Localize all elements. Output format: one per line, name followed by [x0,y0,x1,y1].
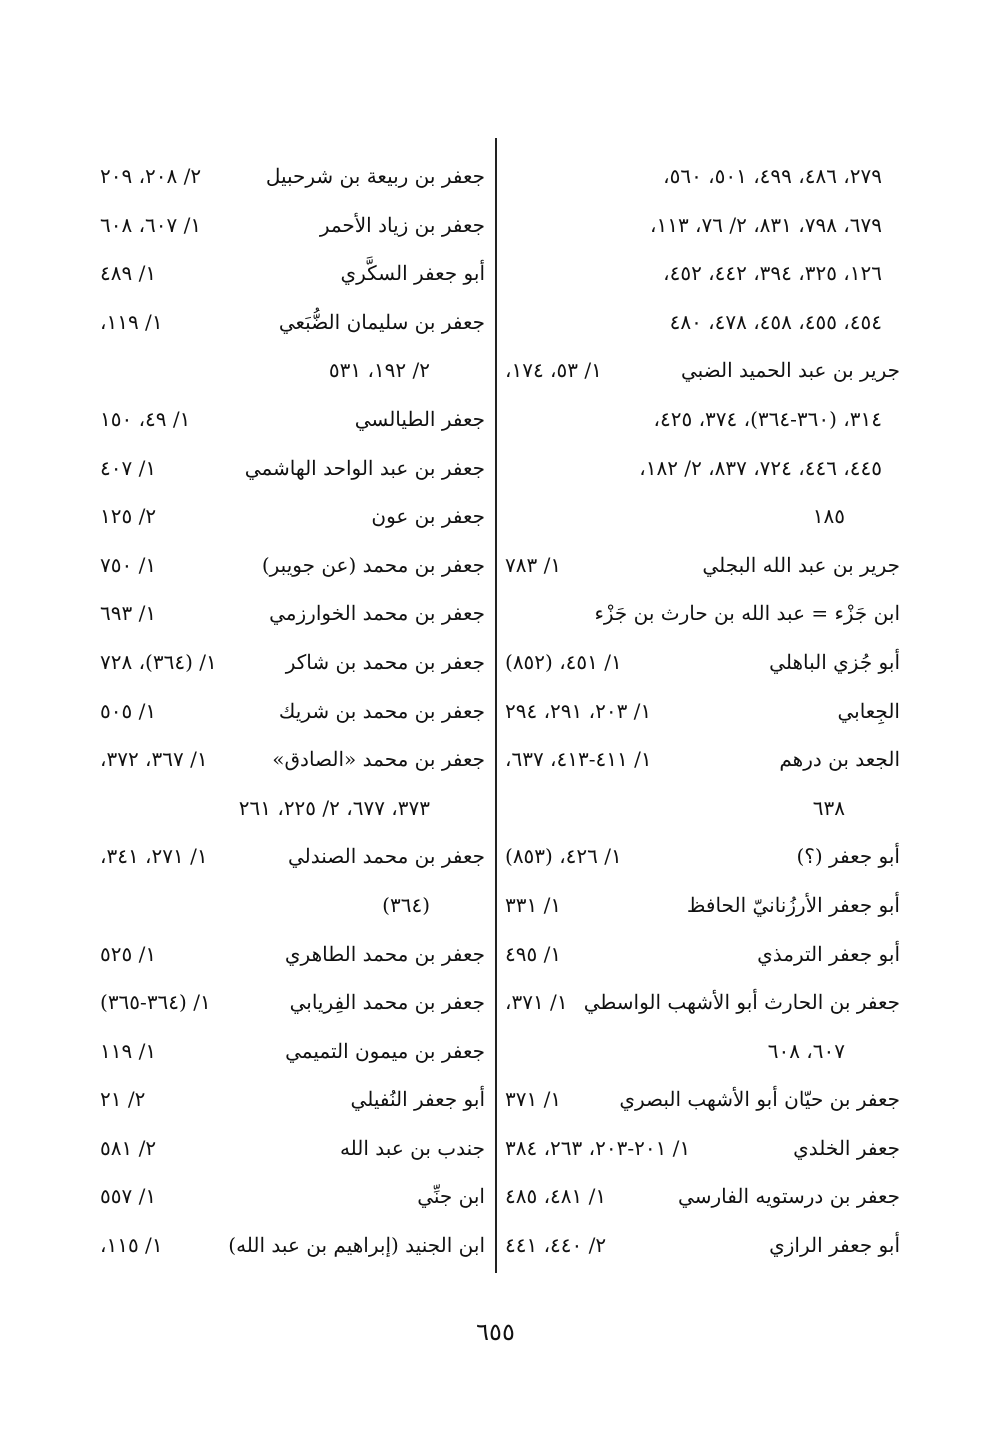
entry-reference: ١/ ٧٥٠ [100,552,157,577]
index-entry [100,249,485,298]
column-divider [495,138,497,1273]
entry-name: جعفر بن محمد بن شريك [278,698,485,723]
entry-reference: ١٢٦، ٣٢٥، ٣٩٤، ٤٤٢، ٤٥٢، [663,261,882,286]
entry-name: أبو جعفر الأرزُنانيّ الحافظ [686,892,900,917]
index-entry [505,930,900,979]
entry-name: جعفر بن محمد الخوارزمي [269,601,485,626]
index-entry [100,784,485,833]
entry-name: ابن الجنيد (إبراهيم بن عبد الله) [228,1233,485,1258]
index-entry [505,638,900,687]
index-entry [505,444,900,493]
index-entry [505,298,900,347]
entry-reference: ١/ ٥٢٥ [100,941,157,966]
index-entry [505,346,900,395]
entry-reference: (٣٦٤) [382,892,430,917]
index-entry [505,784,900,833]
entry-name: أبو جعفر الترمذي [757,941,900,966]
entry-name: جرير بن عبد الله البجلي [702,552,900,577]
index-entry [505,832,900,881]
index-entry [505,152,900,201]
entry-reference: ١/ ٥٠٥ [100,698,157,723]
entry-name: جعفر بن محمد الطاهري [284,941,485,966]
entry-name: الجعد بن درهم [779,747,900,772]
index-entry [100,881,485,930]
entry-reference: ١/ ٤٥١، (٨٥٢) [505,649,622,674]
index-entry [505,492,900,541]
index-entry [100,444,485,493]
entry-name: جعفر بن زياد الأحمر [319,212,485,237]
entry-reference: ١/ ٤٩٥ [505,941,562,966]
index-column-left [100,152,485,1270]
entry-name: جعفر بن عبد الواحد الهاشمي [244,455,485,480]
entry-name: أبو جعفر السكَّري [340,261,485,286]
entry-name: جعفر بن محمد «الصادق» [272,747,485,772]
entry-reference: ١/ (٣٦٤-٣٦٥) [100,990,211,1015]
entry-reference: ١٨٥ [812,504,845,529]
index-entry [505,1172,900,1221]
index-entry [505,687,900,736]
entry-reference: ٢/ ٤٤٠، ٤٤١ [505,1233,607,1258]
entry-name: الجِعابي [837,698,900,723]
entry-reference: ١/ ٢٧١، ٣٤١، [100,844,208,869]
entry-reference: ١/ ٧٨٣ [505,552,562,577]
entry-reference: ٢٧٩، ٤٨٦، ٤٩٩، ٥٠١، ٥٦٠، [663,164,882,188]
index-entry [505,249,900,298]
index-entry [100,638,485,687]
entry-reference: ١/ ١١٩، [100,309,163,334]
entry-reference: ٦٧٩، ٧٩٨، ٨٣١، ٢/ ٧٦، ١١٣، [650,212,882,237]
entry-reference: ١/ ١١٩ [100,1038,157,1063]
entry-reference: ١/ ١١٥، [100,1233,163,1258]
index-entry [505,1124,900,1173]
index-entry [100,201,485,250]
entry-reference: ١/ (٣٦٤)، ٧٢٨ [100,649,217,674]
entry-reference: ٢/ ٢١ [100,1087,146,1112]
entry-name: ابن جنِّي [417,1184,485,1209]
entry-reference: ١/ ٤٢٦، (٨٥٣) [505,844,622,869]
entry-reference: ٦٣٨ [812,795,845,820]
index-entry [100,346,485,395]
index-entry [505,1075,900,1124]
entry-name: جعفر بن عون [371,504,485,529]
index-entry [100,1027,485,1076]
entry-name: جعفر بن سليمان الضُّبَعي [278,309,485,334]
index-entry [100,298,485,347]
index-entry [505,589,900,638]
index-entry [100,1075,485,1124]
entry-reference: ٢/ ٥٨١ [100,1135,157,1160]
index-entry [100,1124,485,1173]
index-entry [100,492,485,541]
index-entry [100,152,485,201]
entry-reference: ٢/ ١٩٢، ٥٣١ [328,358,430,383]
entry-reference: ١/ ٦٠٧، ٦٠٨ [100,212,202,237]
index-entry [505,978,900,1027]
entry-name: جعفر بن درستويه الفارسي [678,1184,900,1209]
entry-reference: ١/ ٤١١-٤١٣، ٦٣٧، [505,747,652,772]
entry-name: أبو جعفر النُفيلي [350,1087,485,1112]
entry-name: أبو جعفر (؟) [796,844,900,869]
entry-name: جعفر بن محمد الصندلي [287,844,485,869]
entry-reference: ١/ ٢٠٣، ٢٩١، ٢٩٤ [505,698,652,723]
entry-reference: ١/ ٣٣١ [505,892,562,917]
entry-name: ابن جَزْء = عبد الله بن حارث بن جَزْء [594,601,900,626]
index-entry [505,1221,900,1270]
index-entry [505,735,900,784]
index-entry [505,201,900,250]
entry-name: جعفر بن محمد (عن جويبر) [261,552,485,577]
index-entry [100,589,485,638]
entry-reference: ١/ ٤٠٧ [100,455,157,480]
entry-name: جعفر بن محمد الفِريابي [289,990,485,1015]
index-entry [505,541,900,590]
entry-reference: ١/ ٦٩٣ [100,601,157,626]
entry-reference: ٦٠٧، ٦٠٨ [767,1038,845,1063]
entry-reference: ١/ ٤٨٩ [100,261,157,286]
entry-name: جعفر الخلدي [793,1135,900,1160]
index-entry [100,1221,485,1270]
index-entry [100,978,485,1027]
entry-reference: ٤٥٤، ٤٥٥، ٤٥٨، ٤٧٨، ٤٨٠ [669,309,882,334]
index-entry [100,735,485,784]
entry-name: جندب بن عبد الله [339,1135,485,1160]
entry-name: جعفر بن ربيعة بن شرحبيل [265,164,485,188]
index-entry [100,930,485,979]
entry-reference: ٣١٤، (٣٦٠-٣٦٤)، ٣٧٤، ٤٢٥، [653,406,882,431]
entry-reference: ١/ ٥٥٧ [100,1184,157,1209]
entry-reference: ١/ ٢٠١-٢٠٣، ٢٦٣، ٣٨٤ [505,1135,691,1160]
page-number: ٦٥٥ [476,1318,515,1346]
entry-reference: ١/ ٤٩، ١٥٠ [100,406,191,431]
entry-name: جعفر بن الحارث أبو الأشهب الواسطي [583,990,900,1015]
entry-name: جعفر بن حيّان أبو الأشهب البصري [619,1087,900,1112]
index-entry [100,687,485,736]
entry-reference: ١/ ٣٧١ [505,1087,562,1112]
entry-reference: ٤٤٥، ٤٤٦، ٧٢٤، ٨٣٧، ٢/ ١٨٢، [639,455,882,480]
entry-reference: ١/ ٥٣، ١٧٤، [505,358,602,383]
entry-reference: ١/ ٣٦٧، ٣٧٢، [100,747,208,772]
entry-reference: ٢/ ٢٠٨، ٢٠٩ [100,164,202,188]
entry-name: جعفر بن ميمون التميمي [285,1038,485,1063]
entry-name: جرير بن عبد الحميد الضبي [680,358,900,383]
index-entry [505,1027,900,1076]
index-entry [505,881,900,930]
entry-reference: ٣٧٣، ٦٧٧، ٢/ ٢٢٥، ٢٦١ [238,795,430,820]
index-entry [100,395,485,444]
entry-name: جعفر الطيالسي [354,406,485,431]
index-entry [100,541,485,590]
entry-reference: ٢/ ١٢٥ [100,504,157,529]
entry-name: جعفر بن محمد بن شاكر [285,649,485,674]
entry-name: أبو جُزي الباهلي [769,649,900,674]
index-entry [100,832,485,881]
entry-name: أبو جعفر الرازي [769,1233,900,1258]
index-entry [100,1172,485,1221]
entry-reference: ١/ ٣٧١، [505,990,568,1015]
index-entry [505,395,900,444]
entry-reference: ١/ ٤٨١، ٤٨٥ [505,1184,607,1209]
index-column-right [505,152,900,1270]
